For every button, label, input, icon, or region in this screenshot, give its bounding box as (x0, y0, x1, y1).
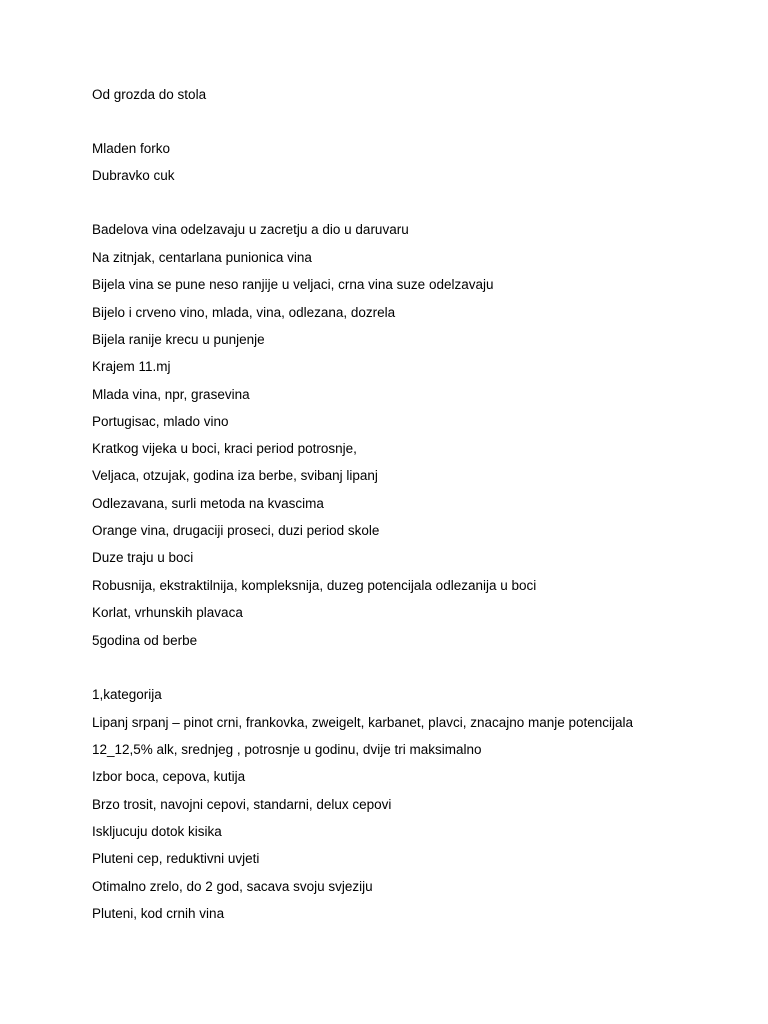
author-line: Mladen forko (92, 141, 171, 156)
paragraph-line: Bijela ranije krecu u punjenje (92, 332, 265, 347)
paragraph-line: Duze traju u boci (92, 550, 194, 565)
paragraph-line: 5godina od berbe (92, 633, 198, 648)
paragraph-line: Orange vina, drugaciji proseci, duzi period skole (92, 523, 380, 538)
paragraph-line: Odlezavana, surli metoda na kvascima (92, 496, 324, 511)
document-title: Od grozda do stola (92, 87, 207, 102)
paragraph-line: Veljaca, otzujak, godina iza berbe, svibanj lipanj (92, 468, 378, 483)
paragraph-line: Na zitnjak, centarlana punionica vina (92, 250, 312, 265)
author-line: Dubravko cuk (92, 168, 175, 183)
paragraph-line: Bijelo i crveno vino, mlada, vina, odlezana, dozrela (92, 305, 396, 320)
paragraph-line: Bijela vina se pune neso ranjije u veljaci, crna vina suze odelzavaju (92, 277, 494, 292)
paragraph-line: Brzo trosit, navojni cepovi, standarni, delux cepovi (92, 797, 392, 812)
paragraph-line: 12_12,5% alk, srednjeg , potrosnje u godinu, dvije tri maksimalno (92, 742, 482, 757)
paragraph-line: Pluteni cep, reduktivni uvjeti (92, 851, 260, 866)
paragraph-line: Korlat, vrhunskih plavaca (92, 605, 243, 620)
paragraph-line: Lipanj srpanj – pinot crni, frankovka, zweigelt, karbanet, plavci, znacajno manje potencijala (92, 715, 634, 730)
paragraph-line: Iskljucuju dotok kisika (92, 824, 222, 839)
paragraph-line: Krajem 11.mj (92, 359, 171, 374)
paragraph-line: Badelova vina odelzavaju u zacretju a dio u daruvaru (92, 222, 409, 237)
paragraph-line: Otimalno zrelo, do 2 god, sacava svoju svjeziju (92, 879, 373, 894)
paragraph-line: 1,kategorija (92, 687, 162, 702)
paragraph-line: Robusnija, ekstraktilnija, kompleksnija, duzeg potencijala odlezanija u boci (92, 578, 537, 593)
paragraph-line: Portugisac, mlado vino (92, 414, 229, 429)
paragraph-line: Kratkog vijeka u boci, kraci period potrosnje, (92, 441, 357, 456)
paragraph-line: Mlada vina, npr, grasevina (92, 387, 250, 402)
paragraph-line: Izbor boca, cepova, kutija (92, 769, 246, 784)
paragraph-line: Pluteni, kod crnih vina (92, 906, 225, 921)
